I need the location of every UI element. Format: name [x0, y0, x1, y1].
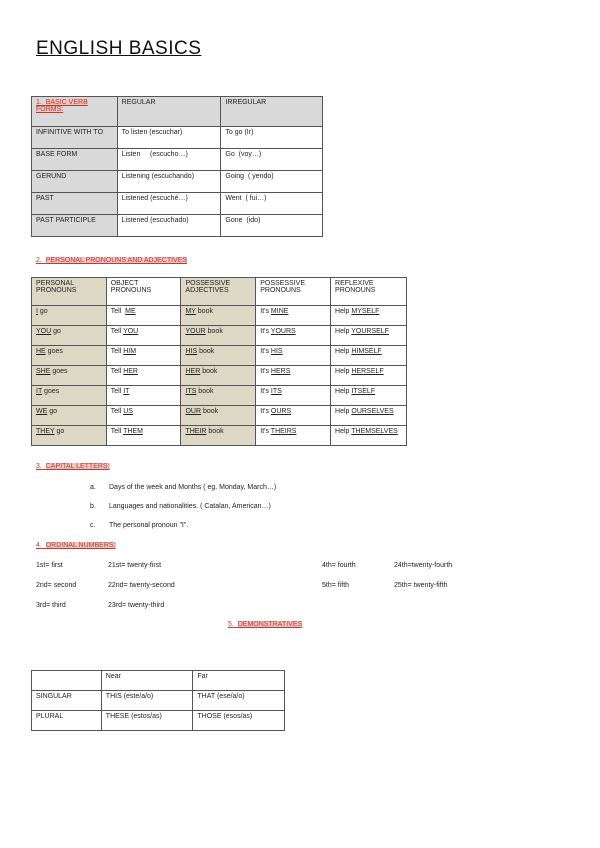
- table-cell: OUR book: [181, 406, 256, 426]
- pronoun-word: HERSELF: [351, 368, 384, 375]
- pronoun-word: MY: [185, 308, 196, 315]
- table-cell: MY book: [181, 306, 256, 326]
- table-cell: Listening (escuchando): [117, 171, 221, 193]
- pronoun-word: OURSELVES: [351, 408, 394, 415]
- table-row: [32, 149, 323, 171]
- table-row: [32, 426, 407, 446]
- ordinal-col-4: [394, 562, 452, 602]
- list-item: 22nd= twenty-second: [108, 582, 175, 589]
- table-cell: IT goes: [32, 386, 107, 406]
- table-row: [32, 711, 285, 731]
- list-item: b. Languages and nationalities. ( Catalan, American…): [90, 503, 271, 510]
- row-label: PAST: [32, 193, 118, 215]
- table-row: [32, 215, 323, 237]
- column-header: IRREGULAR: [221, 97, 323, 127]
- pronoun-word: THEMSELVES: [351, 428, 398, 435]
- table-cell: YOU go: [32, 326, 107, 346]
- demonstratives-heading: [228, 621, 302, 628]
- table-cell: It's HERS: [256, 366, 331, 386]
- table-row: [32, 346, 407, 366]
- pronoun-word: HE: [36, 348, 46, 355]
- pronoun-word: OURS: [270, 408, 292, 415]
- table-cell: I go: [32, 306, 107, 326]
- pronoun-word: SHE: [36, 368, 51, 375]
- table-cell: YOUR book: [181, 326, 256, 346]
- table-row: [32, 366, 407, 386]
- row-label: INFINITIVE WITH TO: [32, 127, 118, 149]
- table-row: [32, 326, 407, 346]
- column-header: Near: [101, 671, 193, 691]
- column-header: PERSONAL PRONOUNS: [32, 278, 107, 306]
- table-header-row: [32, 671, 285, 691]
- table-cell: THESE (estos/as): [101, 711, 193, 731]
- table-cell: Help HIMSELF: [331, 346, 407, 366]
- row-label: GERUND: [32, 171, 118, 193]
- table-cell: Help YOURSELF: [331, 326, 407, 346]
- list-item: 4th= fourth: [322, 562, 356, 569]
- table-cell: Help HERSELF: [331, 366, 407, 386]
- pronoun-word: I: [36, 308, 38, 315]
- pronoun-word: YOU: [123, 328, 139, 335]
- list-item: 3rd= third: [36, 602, 66, 609]
- table-row: [32, 171, 323, 193]
- list-item: c. The personal pronoun "I".: [90, 522, 189, 529]
- list-item: 21st= twenty-first: [108, 562, 162, 569]
- table-cell: Go (voy…): [221, 149, 323, 171]
- pronouns-table: [31, 277, 407, 446]
- table-cell: It's HIS: [256, 346, 331, 366]
- pronoun-word: YOU: [36, 328, 52, 335]
- pronoun-word: HER: [185, 368, 201, 375]
- table-cell: HE goes: [32, 346, 107, 366]
- verb-forms-heading-cell: [32, 97, 118, 127]
- row-label: PLURAL: [32, 711, 102, 731]
- pronoun-word: YOURSELF: [351, 328, 389, 335]
- table-cell: Went ( fui…): [221, 193, 323, 215]
- table-cell: SHE goes: [32, 366, 107, 386]
- list-item: 2nd= second: [36, 582, 77, 589]
- column-header: OBJECT PRONOUNS: [106, 278, 181, 306]
- table-cell: Listen (escucho…): [117, 149, 221, 171]
- list-item: 23rd= twenty-third: [108, 602, 165, 609]
- pronoun-word: THEY: [36, 428, 55, 435]
- section-heading: DEMONSTRATIVES: [237, 621, 303, 628]
- table-cell: Tell HIM: [106, 346, 181, 366]
- ordinal-heading: [36, 542, 116, 549]
- pronoun-word: WE: [36, 408, 48, 415]
- table-row: [32, 193, 323, 215]
- table-cell: Help THEMSELVES: [331, 426, 407, 446]
- pronouns-heading: [36, 257, 187, 264]
- pronoun-word: IT: [123, 388, 130, 395]
- table-row: [32, 386, 407, 406]
- table-cell: THEIR book: [181, 426, 256, 446]
- demonstratives-table: [31, 670, 285, 731]
- pronoun-word: HIMSELF: [351, 348, 382, 355]
- table-cell: Tell HER: [106, 366, 181, 386]
- row-label: BASE FORM: [32, 149, 118, 171]
- row-label: PAST PARTICIPLE: [32, 215, 118, 237]
- table-cell: It's YOURS: [256, 326, 331, 346]
- table-cell: To go (Ir): [221, 127, 323, 149]
- table-cell: Tell US: [106, 406, 181, 426]
- table-cell: Listened (escuché…): [117, 193, 221, 215]
- pronoun-word: US: [123, 408, 133, 415]
- table-cell: HER book: [181, 366, 256, 386]
- table-cell: It's OURS: [256, 406, 331, 426]
- section-number: 2.: [36, 257, 42, 264]
- table-cell: THOSE (esos/as): [193, 711, 285, 731]
- table-cell: Going ( yendo): [221, 171, 323, 193]
- table-cell: To listen (escuchar): [117, 127, 221, 149]
- row-label: SINGULAR: [32, 691, 102, 711]
- table-cell: It's MINE: [256, 306, 331, 326]
- column-header: Far: [193, 671, 285, 691]
- table-row: [32, 306, 407, 326]
- section-number: 4.: [36, 542, 42, 549]
- column-header: POSSESSIVE PRONOUNS: [256, 278, 331, 306]
- capital-heading: [36, 463, 110, 470]
- table-cell: It's ITS: [256, 386, 331, 406]
- ordinal-col-3: [322, 562, 356, 602]
- pronoun-word: ITSELF: [351, 388, 376, 395]
- ordinal-col-1: [36, 562, 76, 622]
- table-cell: Tell YOU: [106, 326, 181, 346]
- section-heading: PERSONAL PRONOUNS AND ADJECTIVES: [45, 257, 188, 264]
- column-header: REFLEXIVE PRONOUNS: [331, 278, 407, 306]
- page-title: ENGLISH BASICS: [36, 38, 202, 59]
- list-item: 24th=twenty-fourth: [394, 562, 453, 569]
- list-item: 5th= fifth: [322, 582, 350, 589]
- pronoun-word: IT: [36, 388, 43, 395]
- pronoun-word: YOURS: [270, 328, 296, 335]
- pronoun-word: THEIRS: [270, 428, 297, 435]
- section-heading: CAPITAL LETTERS:: [45, 463, 110, 470]
- table-cell: THIS (este/a/o): [101, 691, 193, 711]
- section-number: 5.: [228, 621, 234, 628]
- list-item: 1st= first: [36, 562, 63, 569]
- table-row: [32, 406, 407, 426]
- section-number: 1.: [36, 99, 42, 106]
- table-cell: ITS book: [181, 386, 256, 406]
- pronoun-word: MINE: [270, 308, 289, 315]
- table-cell: HIS book: [181, 346, 256, 366]
- pronoun-word: ME: [125, 308, 136, 315]
- column-header: POSSESSIVE ADJECTIVES: [181, 278, 256, 306]
- list-item: a. Days of the week and Months ( eg. Monday, March…): [90, 484, 277, 491]
- table-row: [32, 691, 285, 711]
- pronoun-word: HERS: [270, 368, 291, 375]
- table-cell: Gone (ido): [221, 215, 323, 237]
- table-cell: Tell IT: [106, 386, 181, 406]
- table-cell: WE go: [32, 406, 107, 426]
- table-cell: Tell THEM: [106, 426, 181, 446]
- table-header-row: [32, 278, 407, 306]
- capital-list: [90, 484, 276, 541]
- pronoun-word: THEIR: [185, 428, 207, 435]
- pronoun-word: MYSELF: [351, 308, 380, 315]
- table-row: [32, 127, 323, 149]
- pronoun-word: HER: [123, 368, 138, 375]
- table-cell: Listened (escuchado): [117, 215, 221, 237]
- section-heading: BASIC VERB FORMS:: [36, 99, 88, 113]
- empty-cell: [32, 671, 102, 691]
- verb-forms-table: [31, 96, 323, 237]
- table-cell: It's THEIRS: [256, 426, 331, 446]
- ordinal-col-2: [108, 562, 175, 622]
- table-cell: THAT (ese/a/o): [193, 691, 285, 711]
- pronoun-word: OUR: [185, 408, 202, 415]
- pronoun-word: THEM: [123, 428, 143, 435]
- table-cell: Help OURSELVES: [331, 406, 407, 426]
- section-number: 3.: [36, 463, 42, 470]
- column-header: REGULAR: [117, 97, 221, 127]
- table-cell: THEY go: [32, 426, 107, 446]
- pronoun-word: HIS: [185, 348, 198, 355]
- pronoun-word: ITS: [185, 388, 197, 395]
- section-heading: ORDINAL NUMBERS:: [45, 542, 116, 549]
- pronoun-word: YOUR: [185, 328, 206, 335]
- pronoun-word: HIM: [123, 348, 137, 355]
- list-item: 25th= twenty-fifth: [394, 582, 448, 589]
- pronoun-word: HIS: [270, 348, 283, 355]
- pronoun-word: ITS: [270, 388, 282, 395]
- table-cell: Help ITSELF: [331, 386, 407, 406]
- table-cell: Tell ME: [106, 306, 181, 326]
- table-cell: Help MYSELF: [331, 306, 407, 326]
